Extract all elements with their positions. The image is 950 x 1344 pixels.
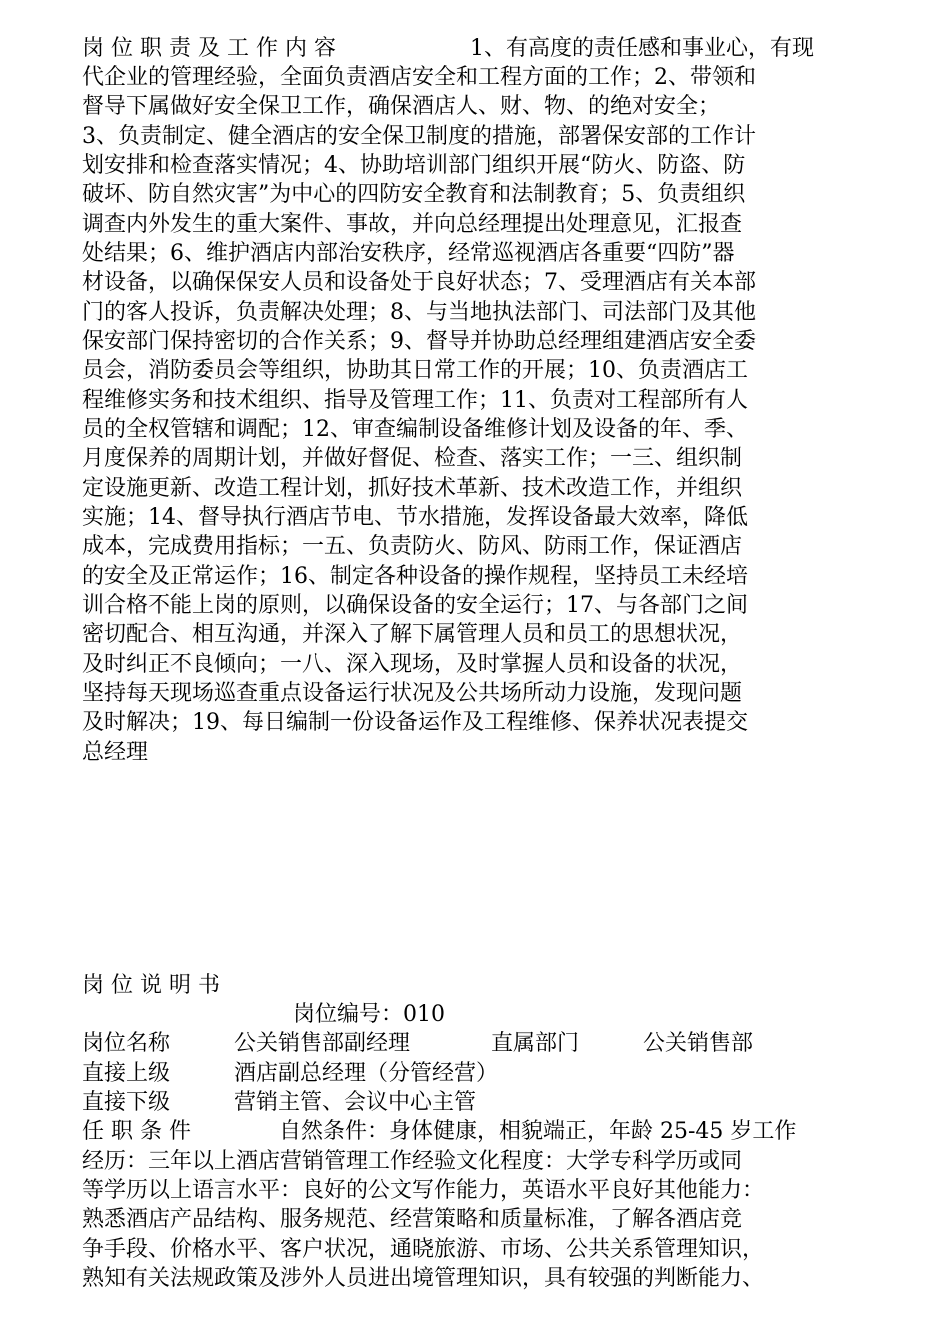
superior-row	[82, 1059, 498, 1088]
requirements-line: 熟悉酒店产品结构、服务规范、经营策略和质量标准，了解各酒店竞	[82, 1207, 743, 1232]
duties-line: 材设备，以确保保安人员和设备处于良好状态；7、受理酒店有关本部	[82, 270, 756, 295]
superior-label: 直接上级	[82, 1061, 171, 1086]
department-label: 直属部门	[491, 1031, 580, 1056]
requirements-line: 熟知有关法规政策及涉外人员进出境管理知识，具有较强的判断能力、	[82, 1266, 765, 1291]
requirements-text-start: 自然条件：身体健康，相貌端正，年龄 25-45 岁工作	[279, 1119, 797, 1144]
department-value: 公关销售部	[643, 1031, 754, 1056]
duties-line: 总经理	[82, 740, 149, 765]
duties-line: 督导下属做好安全保卫工作，确保酒店人、财、物、的绝对安全；	[82, 94, 721, 119]
duties-line: 员的全权管辖和调配；12、审查编制设备维修计划及设备的年、季、	[82, 417, 748, 442]
duties-heading: 岗 位 职 责 及 工 作 内 容	[82, 36, 336, 61]
duties-line: 代企业的管理经验，全面负责酒店安全和工程方面的工作；2、带领和	[82, 65, 756, 90]
duties-line: 密切配合、相互沟通，并深入了解下属管理人员和员工的思想状况，	[82, 622, 743, 647]
post-name-row	[82, 1029, 753, 1058]
superior-value: 酒店副总经理（分管经营）	[234, 1061, 499, 1086]
job-description-title: 岗 位 说 明 书	[82, 973, 220, 998]
requirements-line: 争手段、价格水平、客户状况，通晓旅游、市场、公共关系管理知识，	[82, 1237, 765, 1262]
duties-first-line	[82, 34, 814, 63]
duties-line: 处结果；6、维护酒店内部治安秩序，经常巡视酒店各重要“四防”器	[82, 241, 735, 266]
duties-line: 破坏、防自然灾害”为中心的四防安全教育和法制教育；5、负责组织	[82, 182, 746, 207]
duties-line: 实施；14、督导执行酒店节电、节水措施，发挥设备最大效率，降低	[82, 505, 748, 530]
requirements-label: 任 职 条 件	[82, 1119, 191, 1144]
duties-line: 门的客人投诉，负责解决处理；8、与当地执法部门、司法部门及其他	[82, 300, 756, 325]
requirements-line: 等学历以上语言水平：良好的公文写作能力，英语水平良好其他能力：	[82, 1178, 765, 1203]
duties-line: 3、负责制定、健全酒店的安全保卫制度的措施，部署保安部的工作计	[82, 124, 756, 149]
duties-line: 员会，消防委员会等组织，协助其日常工作的开展；10、负责酒店工	[82, 358, 748, 383]
requirements-first-line	[82, 1117, 796, 1146]
duties-line: 调查内外发生的重大案件、事故，并向总经理提出处理意见，汇报查	[82, 212, 743, 237]
duties-line: 训合格不能上岗的原则，以确保设备的安全运行；17、与各部门之间	[82, 593, 748, 618]
duties-line: 坚持每天现场巡查重点设备运行状况及公共场所动力设施，发现问题	[82, 681, 743, 706]
subordinate-row	[82, 1088, 476, 1117]
post-name-value: 公关销售部副经理	[234, 1031, 411, 1056]
post-name-label: 岗位名称	[82, 1031, 171, 1056]
subordinate-label: 直接下级	[82, 1090, 171, 1115]
duties-line: 成本，完成费用指标；一五、负责防火、防风、防雨工作，保证酒店	[82, 534, 743, 559]
duties-line: 保安部门保持密切的合作关系；9、督导并协助总经理组建酒店安全委	[82, 329, 756, 354]
duties-line: 定设施更新、改造工程计划，抓好技术革新、技术改造工作，并组织	[82, 476, 743, 501]
duties-line: 程维修实务和技术组织、指导及管理工作；11、负责对工程部所有人	[82, 388, 748, 413]
requirements-line: 经历：三年以上酒店营销管理工作经验文化程度：大学专科学历或同	[82, 1149, 743, 1174]
duties-line: 及时解决；19、每日编制一份设备运作及工程维修、保养状况表提交	[82, 710, 748, 735]
duties-line: 划安排和检查落实情况；4、协助培训部门组织开展“防火、防盗、防	[82, 153, 746, 178]
post-number: 岗位编号：010	[293, 1002, 445, 1027]
duties-line: 及时纠正不良倾向；一八、深入现场，及时掌握人员和设备的状况，	[82, 652, 743, 677]
duties-line: 的安全及正常运作；16、制定各种设备的操作规程，坚持员工未经培	[82, 564, 748, 589]
duties-text-start: 1、有高度的责任感和事业心，有现	[470, 36, 814, 61]
subordinate-value: 营销主管、会议中心主管	[234, 1090, 477, 1115]
duties-line: 月度保养的周期计划，并做好督促、检查、落实工作；一三、组织制	[82, 446, 743, 471]
